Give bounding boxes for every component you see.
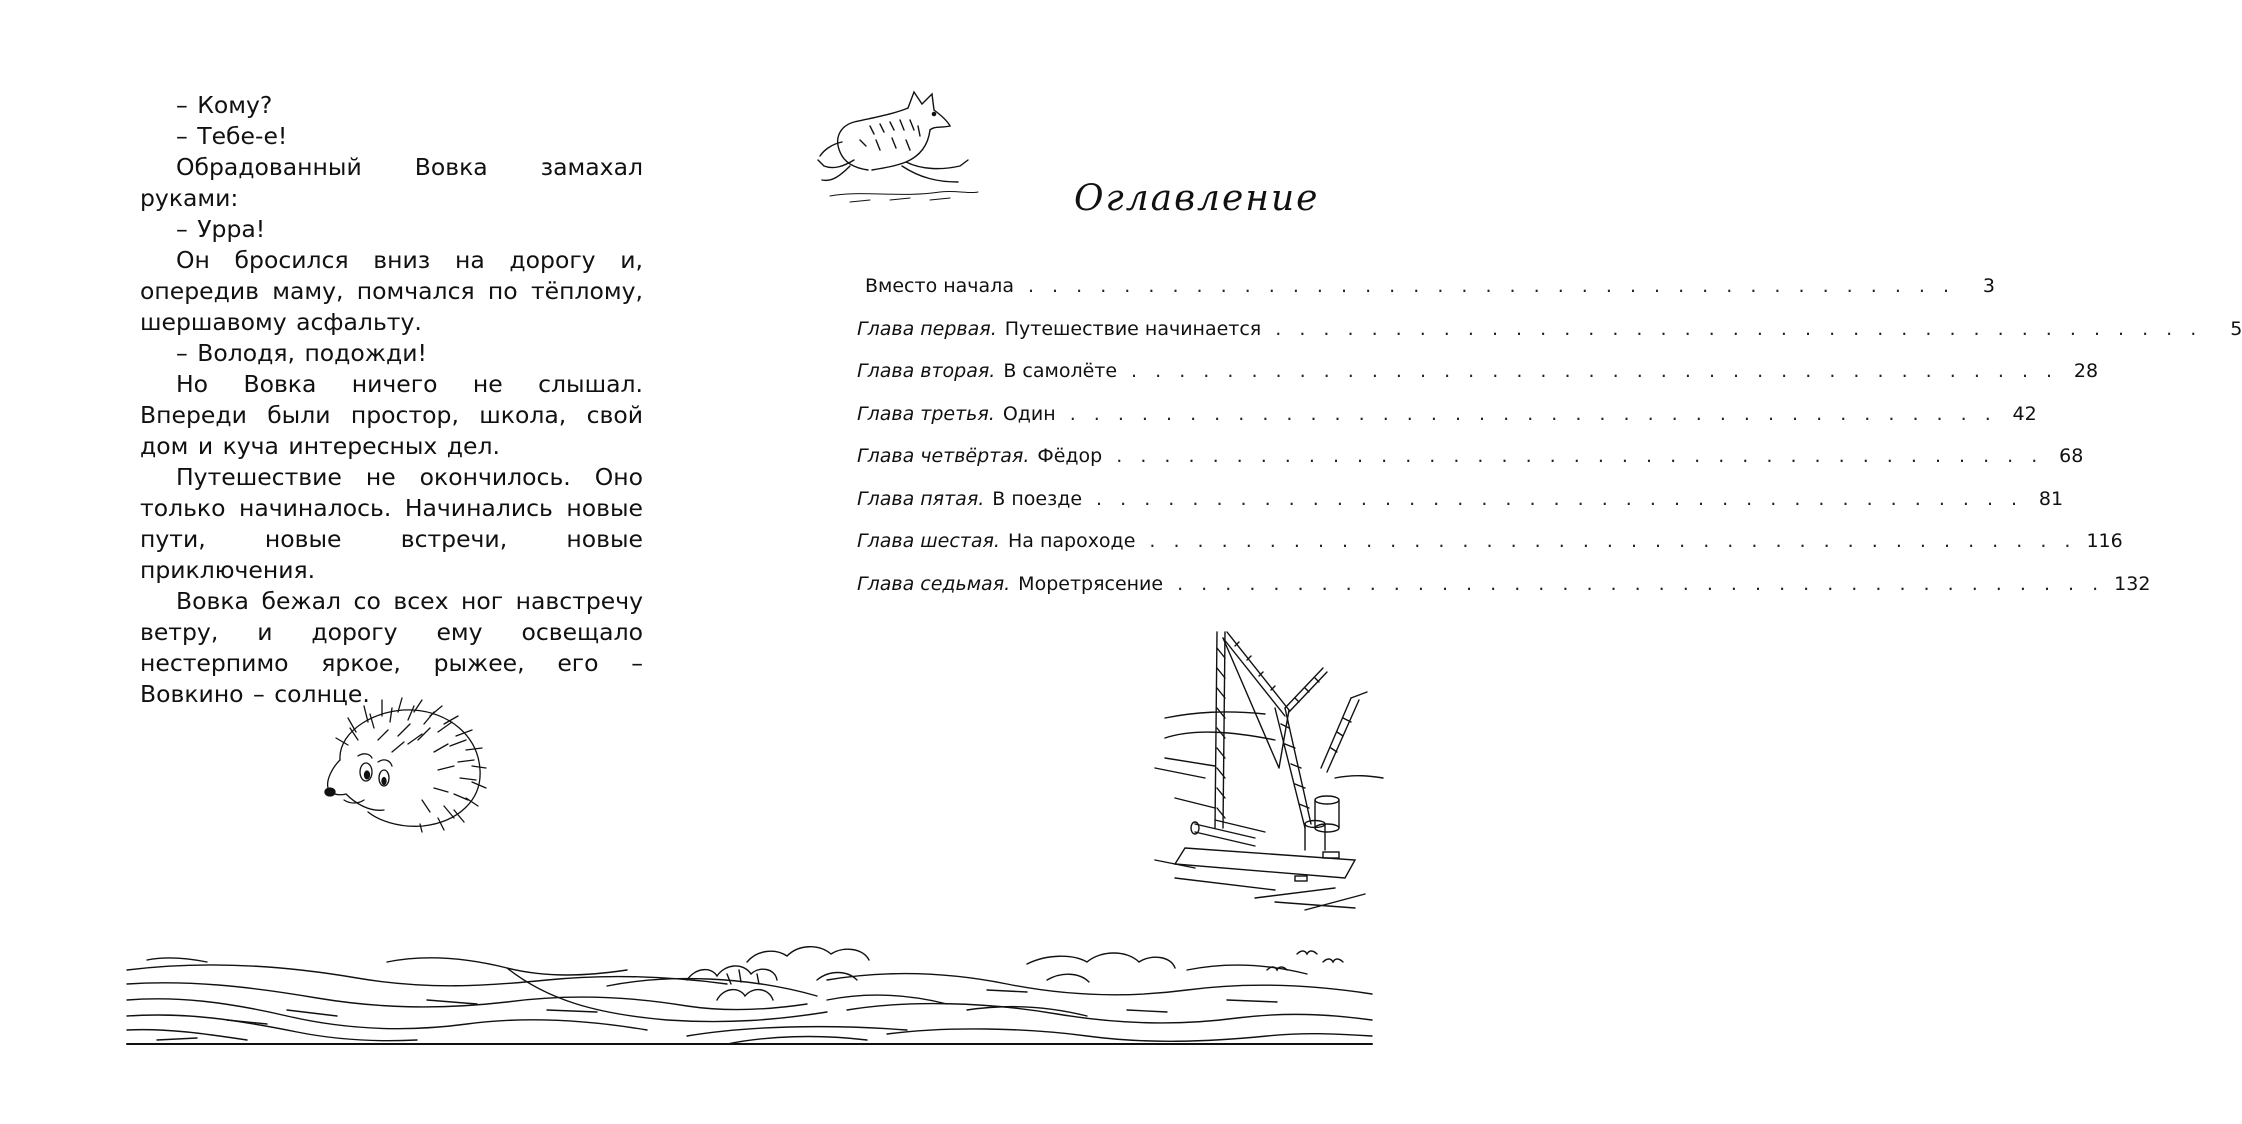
hedgehog-illustration [318,700,488,832]
toc-chapter-label: Глава седьмая. [857,572,1011,595]
story-paragraph: – Кому? [176,91,273,119]
toc-entry[interactable] [857,527,2123,570]
toc-chapter-label: Глава шестая. [857,530,1000,552]
toc-title: В поезде [992,487,1083,510]
story-paragraph: – Тебе-е! [176,122,288,150]
toc-title: На пароходе [1007,530,1136,552]
toc-leader-dots: . . . . . . . . . . . . . . . . . . . . . . . . . . . . . . . . . . . . . . . [1096,487,2024,510]
story-paragraph: Обрадованный Вовка замахал руками: [140,153,643,212]
toc-page-number: 42 [2012,402,2037,425]
toc-entry[interactable] [857,485,2064,528]
toc-entry[interactable] [857,570,2151,613]
toc-title: В самолёте [1003,360,1118,382]
toc-leader-dots: . . . . . . . . . . . . . . . . . . . . . . . . . . . . . . . . . . . . . . . [1177,572,2105,595]
toc-title: Один [1002,402,1056,425]
toc-page-number: 28 [2073,360,2099,382]
toc-entry[interactable] [857,442,2084,485]
story-paragraph: Вовка бежал со всех ног навстречу ветру, и дорогу ему освещало нестерпимо яркое, рыжее, его – Вовкино – солнце. [140,587,643,708]
fox-illustration [810,90,980,205]
toc-title: Фёдор [1037,445,1103,467]
toc-page-number: 3 [1982,275,1996,297]
table-of-contents [857,272,2242,612]
landscape-illustration [127,940,1372,1046]
toc-page-number: 81 [2038,487,2064,510]
toc-leader-dots: . . . . . . . . . . . . . . . . . . . . . . . . . . . . . . . . . . . . . . . [1116,445,2044,467]
toc-page-number: 5 [2230,317,2242,340]
toc-title: Вместо начала [865,275,1014,297]
toc-page-number: 68 [2059,445,2084,467]
toc-chapter-label: Глава третья. [857,402,995,425]
toc-page-number: 116 [2086,530,2123,552]
toc-entry[interactable] [857,315,2242,358]
toc-title: Путешествие начинается [1004,317,1262,340]
toc-chapter-label: Глава вторая. [857,360,996,382]
toc-leader-dots: . . . . . . . . . . . . . . . . . . . . . . . . . . . . . . . . . . . . . . . [1027,275,1956,297]
toc-chapter-label: Глава четвёртая. [857,445,1030,467]
toc-heading: Оглавление [1074,178,1320,219]
toc-leader-dots: . . . . . . . . . . . . . . . . . . . . . . . . . . . . . . . . . . . . . . . [1149,530,2077,552]
toc-page-number: 132 [2114,572,2151,595]
story-paragraph: – Урра! [176,215,266,243]
story-paragraph: Он бросился вниз на дорогу и, опередив маму, помчался по тёплому, шершавому асфальту. [140,246,643,336]
cranes-illustration [1155,628,1385,910]
toc-chapter-label: Глава пятая. [857,487,985,510]
toc-chapter-label: Глава первая. [857,317,997,340]
story-paragraph: – Володя, подожди! [176,339,427,367]
toc-leader-dots: . . . . . . . . . . . . . . . . . . . . . . . . . . . . . . . . . . . . . . . [1069,402,1997,425]
toc-leader-dots: . . . . . . . . . . . . . . . . . . . . . . . . . . . . . . . . . . . . . . . [1131,360,2059,382]
left-page-text [140,90,643,710]
toc-title: Моретрясение [1018,572,1164,595]
toc-entry[interactable] [857,272,1996,315]
toc-entry[interactable] [857,357,2099,400]
toc-entry[interactable] [857,400,2037,443]
story-paragraph: Но Вовка ничего не слышал. Впереди были простор, школа, свой дом и куча интересных дел. [140,370,643,460]
story-paragraph: Путешествие не окончилось. Оно только начиналось. Начинались новые пути, новые встречи, новые приключения. [140,463,643,584]
toc-leader-dots: . . . . . . . . . . . . . . . . . . . . . . . . . . . . . . . . . . . . . . . [1275,317,2203,340]
